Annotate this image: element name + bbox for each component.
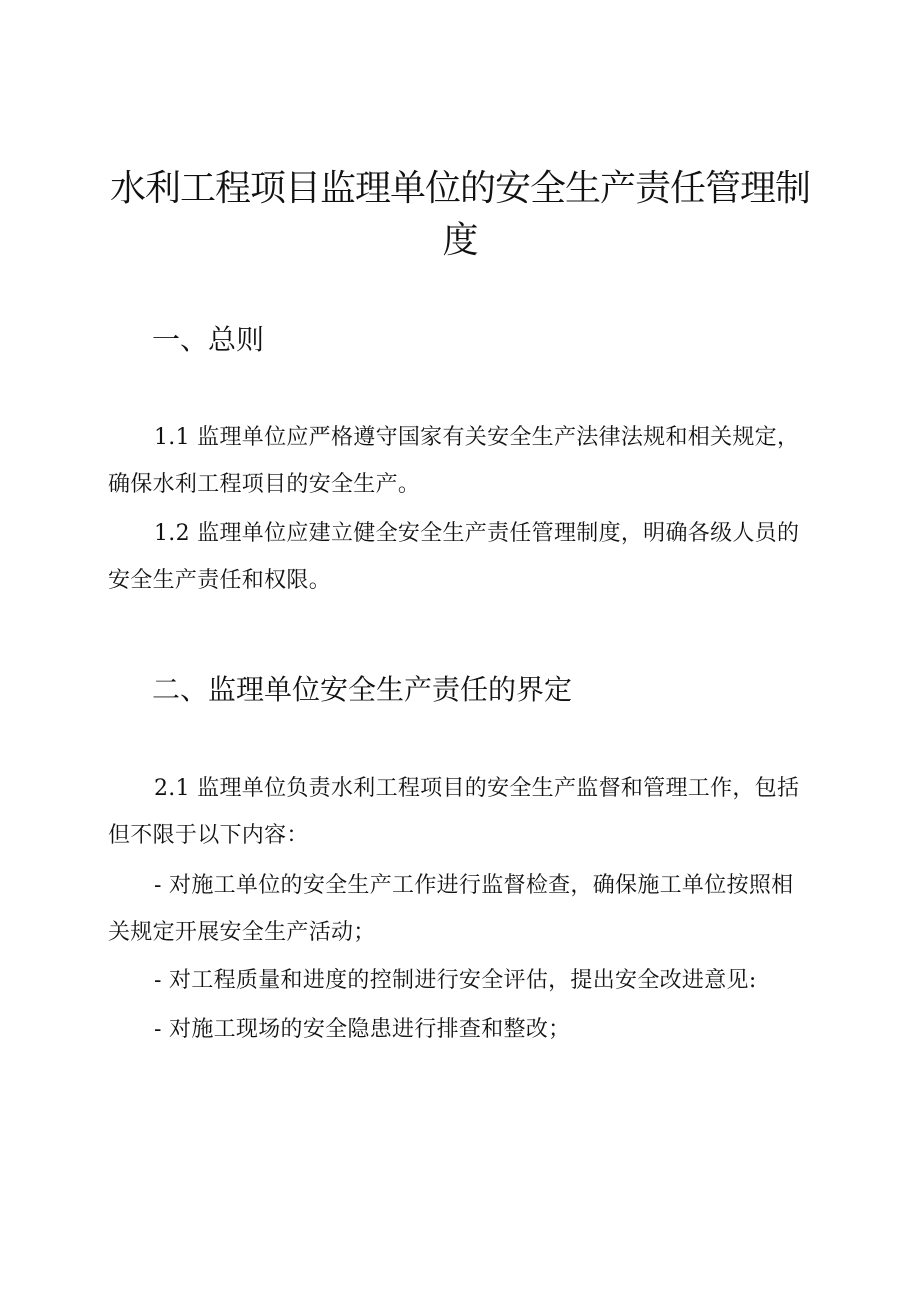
paragraph-1-1: 1.1 监理单位应严格遵守国家有关安全生产法律法规和相关规定，确保水利工程项目的安全生产。 [108,425,800,497]
document-title: 水利工程项目监理单位的安全生产责任管理制度 [109,168,810,261]
list-item: - 对施工现场的安全隐患进行排查和整改； [154,1017,571,1042]
paragraph-2-1: 2.1 监理单位负责水利工程项目的安全生产监督和管理工作，包括但不限于以下内容： [108,776,800,848]
paragraph-1-2: 1.2 监理单位应建立健全安全生产责任管理制度，明确各级人员的安全生产责任和权限。 [108,521,800,593]
section-heading-responsibility: 二、监理单位安全生产责任的界定 [152,673,573,706]
section-heading-general: 一、总则 [152,323,265,356]
list-item: - 对施工单位的安全生产工作进行监督检查，确保施工单位按照相关规定开展安全生产活动； [108,873,794,945]
list-item: - 对工程质量和进度的控制进行安全评估，提出安全改进意见: [154,968,757,993]
